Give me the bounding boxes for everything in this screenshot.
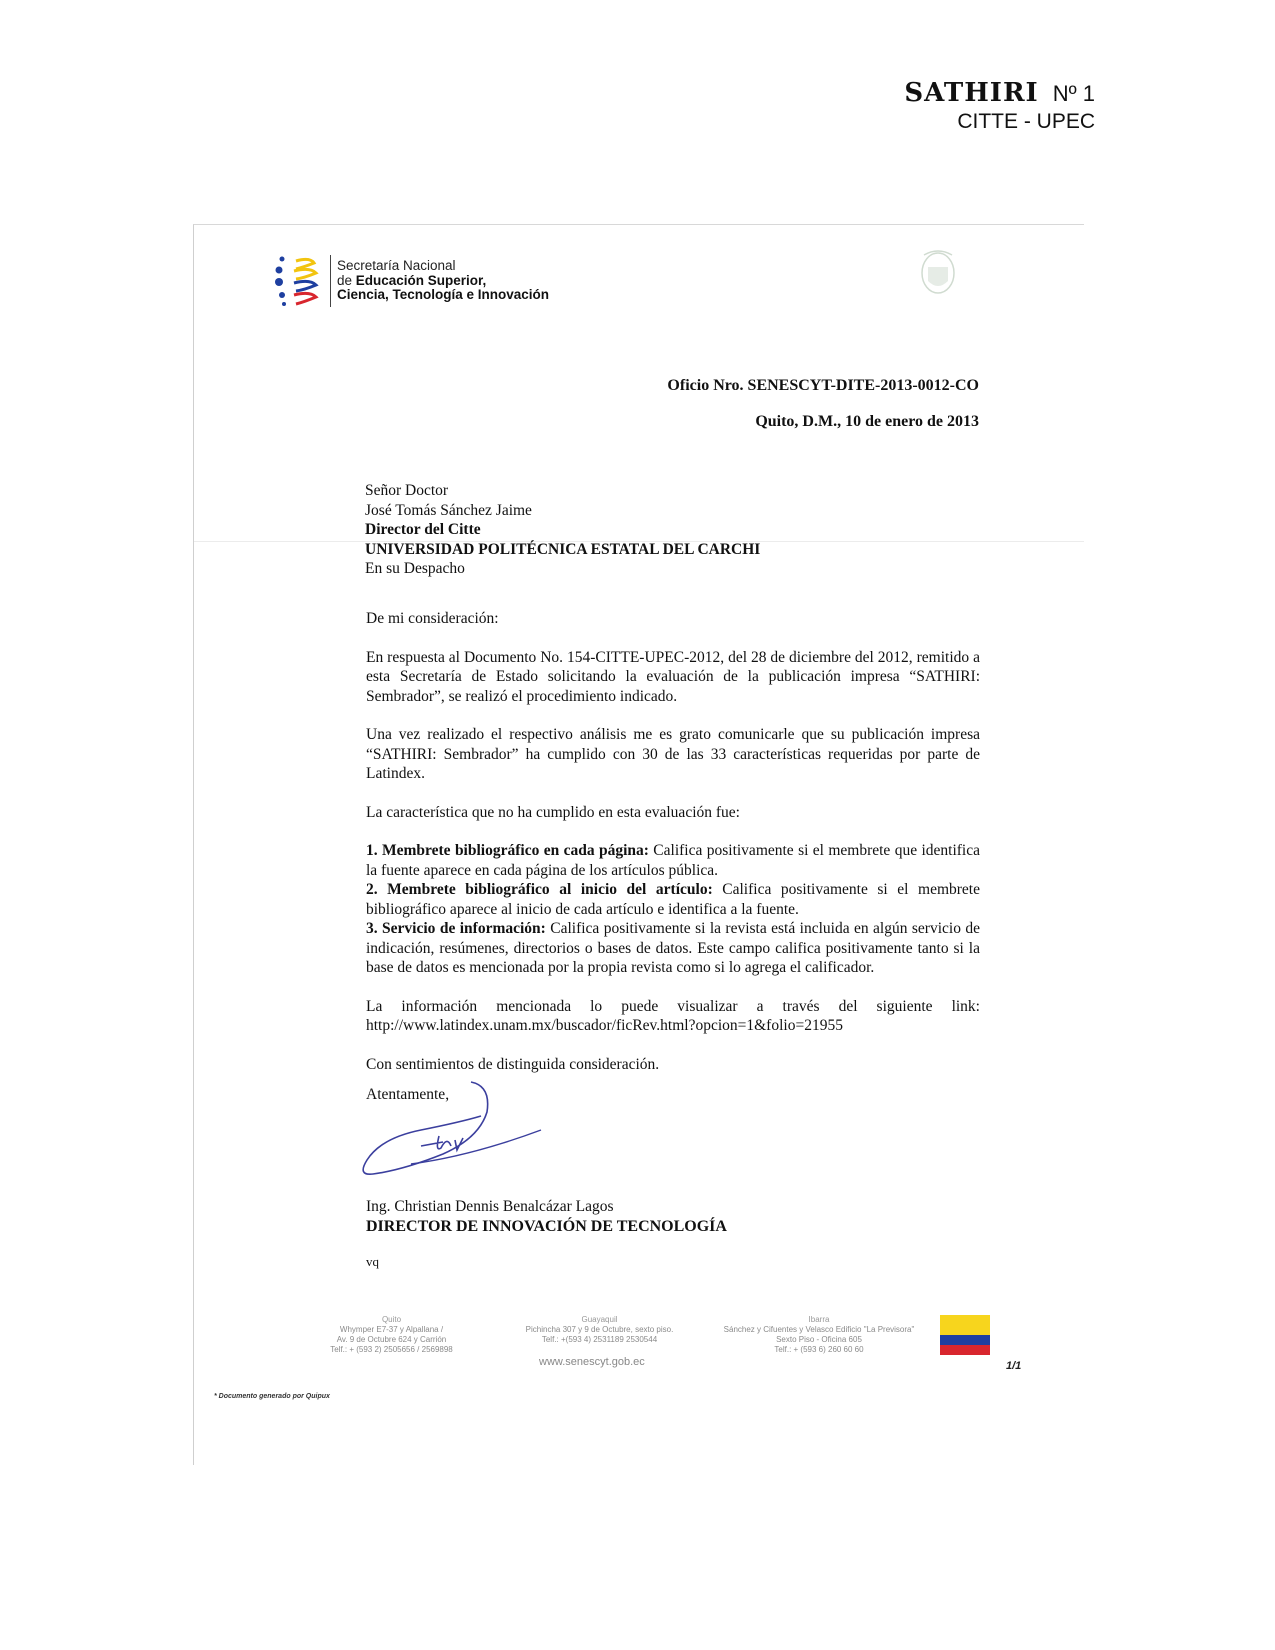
office-line: Telf.: + (593 2) 2505656 / 2569898 [330, 1345, 453, 1354]
senescyt-logo [274, 251, 549, 311]
coat-of-arms-seal-icon [914, 245, 962, 301]
journal-number: Nº 1 [1052, 81, 1095, 106]
office-city: Ibarra [808, 1315, 830, 1324]
office-line: Av. 9 de Octubre 624 y Carrión [336, 1335, 447, 1344]
journal-title: SATHIRI [904, 78, 1039, 108]
greeting: De mi consideración: [366, 610, 499, 627]
paragraph-4: La información mencionada lo puede visualizar a través del siguiente link: http://www.latindex.unam.mx/buscador/ficRev.html?opcion=1&folio=21955 [366, 997, 980, 1034]
criterion-text: Califica positivamente si el membrete que identifica la fuente aparece en cada página de los artículos pública. [366, 842, 980, 879]
scanned-letter [193, 224, 1084, 1465]
signer-title: DIRECTOR DE INNOVACIÓN DE TECNOLOGÍA [366, 1218, 727, 1235]
paragraph-2: Una vez realizado el respectivo análisis me es grato comunicarle que su publicación impresa “SATHIRI: Sembrador” ha cumplido con 30 de las 33 características requeridas por parte de Latindex. [366, 726, 980, 782]
recipient-position: Director del Citte [365, 521, 481, 538]
criterion-title: 3. Servicio de información: [366, 920, 546, 937]
office-ibarra [704, 1315, 934, 1355]
recipient-location: En su Despacho [365, 560, 465, 577]
logo-text [337, 259, 549, 303]
letter-footer [194, 1315, 1084, 1425]
logo-line-2 [337, 274, 549, 289]
criterion-item [366, 880, 980, 919]
criterion-item [366, 841, 980, 880]
journal-title-line [904, 78, 1095, 108]
logo-line-1: Secretaría Nacional [337, 258, 456, 274]
letter-body [366, 609, 980, 1093]
office-city: Quito [381, 1315, 402, 1324]
typist-initials: vq [366, 1254, 379, 1269]
letter-date: Quito, D.M., 10 de enero de 2013 [755, 413, 979, 430]
office-line: Pichincha 307 y 9 de Octubre, sexto piso. [525, 1325, 674, 1334]
journal-subtitle: CITTE - UPEC [957, 110, 1095, 133]
office-line: Sexto Piso - Oficina 605 [776, 1335, 862, 1344]
signature-block [366, 1081, 866, 1281]
page-count: 1/1 [1006, 1360, 1022, 1372]
criterion-title: 2. Membrete bibliográfico al inicio del artículo: [366, 881, 713, 898]
office-line: Sánchez y Cifuentes y Velasco Edificio "La Previsora" [723, 1325, 915, 1334]
logo-line-2-prefix: de [337, 272, 356, 288]
logo-line-3-bold: Ciencia, Tecnología e Innovación [337, 287, 550, 303]
criterion-text: Califica positivamente si el membrete bibliográfico aparece al inicio de cada artículo e identifica a la fuente. [366, 881, 980, 918]
ecuador-flag-icon [940, 1315, 990, 1355]
logo-line-3 [337, 288, 549, 303]
paragraph-3: La característica que no ha cumplido en esta evaluación fue: [366, 803, 740, 821]
recipient-block [365, 481, 760, 579]
page-header [904, 78, 1095, 134]
logo-line-2-bold: Educación Superior, [355, 272, 487, 288]
website-url: www.senescyt.gob.ec [539, 1356, 645, 1368]
office-quito [314, 1315, 469, 1355]
logo-separator [330, 255, 331, 307]
recipient-institution: UNIVERSIDAD POLITÉCNICA ESTATAL DEL CARCHI [365, 540, 761, 558]
paragraph-1: En respuesta al Documento No. 154-CITTE-UPEC-2012, del 28 de diciembre del 2012, remitido a esta Secretaría de Estado solicitando la evaluación de la publicación impresa “SATHIRI: Sembrador”, se realizó el procedimiento indicado. [366, 648, 980, 705]
criterion-title: 1. Membrete bibliográfico en cada página: [366, 842, 649, 859]
office-city: Guayaquil [581, 1315, 618, 1324]
criterion-text: Califica positivamente si la revista está incluida en algún servicio de indicación, resúmenes, directorios o bases de datos. Este campo califica positivamente tanto si la base de datos es mencionada por la propia revista como si lo agrega el calificador. [366, 920, 980, 976]
office-line: Telf.: + (593 6) 260 60 60 [774, 1345, 864, 1354]
criterion-item [366, 919, 980, 978]
sign-off: Atentamente, [366, 1086, 450, 1103]
office-guayaquil [512, 1315, 687, 1345]
office-line: Whymper E7-37 y Alpallana / [339, 1325, 444, 1334]
senescyt-logo-icon [274, 251, 324, 311]
signer-name: Ing. Christian Dennis Benalcázar Lagos [366, 1198, 614, 1215]
criteria-list [366, 841, 980, 978]
office-line: Telf.: +(593 4) 2531189 2530544 [541, 1335, 658, 1344]
recipient-salutation: Señor Doctor [365, 482, 449, 499]
recipient-name: José Tomás Sánchez Jaime [365, 501, 532, 519]
oficio-number: Oficio Nro. SENESCYT-DITE-2013-0012-CO [667, 377, 979, 394]
closing: Con sentimientos de distinguida consideración. [366, 1055, 660, 1073]
generated-note: * Documento generado por Quipux [214, 1393, 330, 1400]
